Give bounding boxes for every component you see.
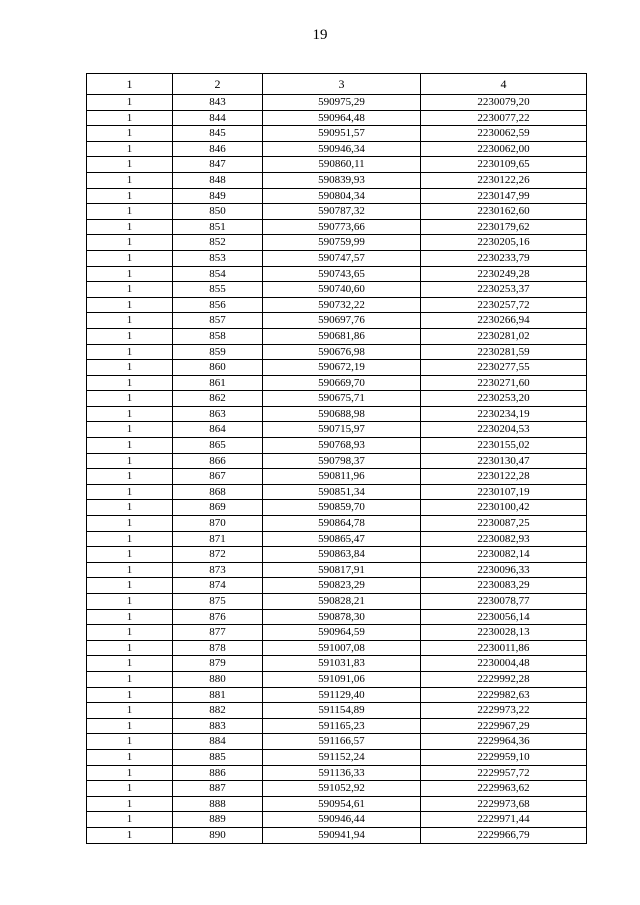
point-number-cell: 861 xyxy=(173,375,263,391)
table-row xyxy=(87,469,587,485)
table-row xyxy=(87,219,587,235)
y-coordinate-cell: 2229971,44 xyxy=(421,812,587,828)
y-coordinate-cell: 2230062,59 xyxy=(421,126,587,142)
table-row xyxy=(87,781,587,797)
table-row xyxy=(87,422,587,438)
x-coordinate-cell: 590759,99 xyxy=(263,235,421,251)
column-header-4: 4 xyxy=(421,74,587,95)
y-coordinate-cell: 2230281,59 xyxy=(421,344,587,360)
table-row xyxy=(87,266,587,282)
point-number-cell: 887 xyxy=(173,781,263,797)
x-coordinate-cell: 590676,98 xyxy=(263,344,421,360)
x-coordinate-cell: 591165,23 xyxy=(263,718,421,734)
x-coordinate-cell: 590823,29 xyxy=(263,578,421,594)
contour-number-cell: 1 xyxy=(87,812,173,828)
contour-number-cell: 1 xyxy=(87,609,173,625)
table-row xyxy=(87,235,587,251)
contour-number-cell: 1 xyxy=(87,328,173,344)
table-row xyxy=(87,671,587,687)
table-row xyxy=(87,625,587,641)
point-number-cell: 859 xyxy=(173,344,263,360)
x-coordinate-cell: 590740,60 xyxy=(263,282,421,298)
x-coordinate-cell: 590768,93 xyxy=(263,438,421,454)
table-row xyxy=(87,594,587,610)
table-row xyxy=(87,282,587,298)
y-coordinate-cell: 2229967,29 xyxy=(421,718,587,734)
table-row xyxy=(87,188,587,204)
contour-number-cell: 1 xyxy=(87,235,173,251)
x-coordinate-cell: 591136,33 xyxy=(263,765,421,781)
y-coordinate-cell: 2230077,22 xyxy=(421,110,587,126)
point-number-cell: 877 xyxy=(173,625,263,641)
point-number-cell: 844 xyxy=(173,110,263,126)
x-coordinate-cell: 590672,19 xyxy=(263,360,421,376)
contour-number-cell: 1 xyxy=(87,625,173,641)
x-coordinate-cell: 590954,61 xyxy=(263,796,421,812)
y-coordinate-cell: 2230277,55 xyxy=(421,360,587,376)
x-coordinate-cell: 590669,70 xyxy=(263,375,421,391)
point-number-cell: 880 xyxy=(173,671,263,687)
y-coordinate-cell: 2230083,29 xyxy=(421,578,587,594)
point-number-cell: 858 xyxy=(173,328,263,344)
contour-number-cell: 1 xyxy=(87,516,173,532)
point-number-cell: 890 xyxy=(173,827,263,843)
y-coordinate-cell: 2230100,42 xyxy=(421,500,587,516)
x-coordinate-cell: 590804,34 xyxy=(263,188,421,204)
table-row xyxy=(87,656,587,672)
point-number-cell: 855 xyxy=(173,282,263,298)
x-coordinate-cell: 591129,40 xyxy=(263,687,421,703)
x-coordinate-cell: 590859,70 xyxy=(263,500,421,516)
table-row xyxy=(87,391,587,407)
x-coordinate-cell: 590773,66 xyxy=(263,219,421,235)
x-coordinate-cell: 591166,57 xyxy=(263,734,421,750)
table-row xyxy=(87,141,587,157)
table-body xyxy=(87,95,587,844)
table-row xyxy=(87,126,587,142)
contour-number-cell: 1 xyxy=(87,687,173,703)
y-coordinate-cell: 2230179,62 xyxy=(421,219,587,235)
point-number-cell: 871 xyxy=(173,531,263,547)
x-coordinate-cell: 590787,32 xyxy=(263,204,421,220)
contour-number-cell: 1 xyxy=(87,360,173,376)
point-number-cell: 882 xyxy=(173,703,263,719)
point-number-cell: 856 xyxy=(173,297,263,313)
y-coordinate-cell: 2230204,53 xyxy=(421,422,587,438)
table-row xyxy=(87,328,587,344)
point-number-cell: 865 xyxy=(173,438,263,454)
column-header-1: 1 xyxy=(87,74,173,95)
x-coordinate-cell: 591154,89 xyxy=(263,703,421,719)
y-coordinate-cell: 2230130,47 xyxy=(421,453,587,469)
contour-number-cell: 1 xyxy=(87,204,173,220)
y-coordinate-cell: 2229973,22 xyxy=(421,703,587,719)
contour-number-cell: 1 xyxy=(87,391,173,407)
point-number-cell: 866 xyxy=(173,453,263,469)
x-coordinate-cell: 590811,96 xyxy=(263,469,421,485)
y-coordinate-cell: 2230234,19 xyxy=(421,406,587,422)
y-coordinate-cell: 2229973,68 xyxy=(421,796,587,812)
point-number-cell: 869 xyxy=(173,500,263,516)
y-coordinate-cell: 2230266,94 xyxy=(421,313,587,329)
table-header xyxy=(87,74,587,95)
y-coordinate-cell: 2230233,79 xyxy=(421,250,587,266)
contour-number-cell: 1 xyxy=(87,469,173,485)
contour-number-cell: 1 xyxy=(87,250,173,266)
table-row xyxy=(87,734,587,750)
y-coordinate-cell: 2230257,72 xyxy=(421,297,587,313)
table-row xyxy=(87,547,587,563)
x-coordinate-cell: 590732,22 xyxy=(263,297,421,313)
point-number-cell: 853 xyxy=(173,250,263,266)
table-row xyxy=(87,562,587,578)
table-row xyxy=(87,609,587,625)
x-coordinate-cell: 590864,78 xyxy=(263,516,421,532)
table-row xyxy=(87,827,587,843)
x-coordinate-cell: 590975,29 xyxy=(263,95,421,111)
contour-number-cell: 1 xyxy=(87,126,173,142)
y-coordinate-cell: 2230162,60 xyxy=(421,204,587,220)
y-coordinate-cell: 2230147,99 xyxy=(421,188,587,204)
table-row xyxy=(87,250,587,266)
point-number-cell: 848 xyxy=(173,172,263,188)
point-number-cell: 852 xyxy=(173,235,263,251)
point-number-cell: 862 xyxy=(173,391,263,407)
x-coordinate-cell: 591152,24 xyxy=(263,749,421,765)
x-coordinate-cell: 590747,57 xyxy=(263,250,421,266)
contour-number-cell: 1 xyxy=(87,718,173,734)
contour-number-cell: 1 xyxy=(87,188,173,204)
y-coordinate-cell: 2229957,72 xyxy=(421,765,587,781)
contour-number-cell: 1 xyxy=(87,500,173,516)
point-number-cell: 867 xyxy=(173,469,263,485)
point-number-cell: 873 xyxy=(173,562,263,578)
table-row xyxy=(87,313,587,329)
contour-number-cell: 1 xyxy=(87,406,173,422)
point-number-cell: 854 xyxy=(173,266,263,282)
y-coordinate-cell: 2230078,77 xyxy=(421,594,587,610)
y-coordinate-cell: 2229964,36 xyxy=(421,734,587,750)
y-coordinate-cell: 2230028,13 xyxy=(421,625,587,641)
x-coordinate-cell: 590851,34 xyxy=(263,484,421,500)
point-number-cell: 883 xyxy=(173,718,263,734)
contour-number-cell: 1 xyxy=(87,282,173,298)
contour-number-cell: 1 xyxy=(87,313,173,329)
contour-number-cell: 1 xyxy=(87,95,173,111)
x-coordinate-cell: 590697,76 xyxy=(263,313,421,329)
contour-number-cell: 1 xyxy=(87,297,173,313)
x-coordinate-cell: 590715,97 xyxy=(263,422,421,438)
y-coordinate-cell: 2230062,00 xyxy=(421,141,587,157)
table-row xyxy=(87,640,587,656)
table-row xyxy=(87,749,587,765)
table-row xyxy=(87,812,587,828)
coordinates-table xyxy=(86,73,587,844)
contour-number-cell: 1 xyxy=(87,765,173,781)
point-number-cell: 868 xyxy=(173,484,263,500)
contour-number-cell: 1 xyxy=(87,640,173,656)
column-header-3: 3 xyxy=(263,74,421,95)
y-coordinate-cell: 2230011,86 xyxy=(421,640,587,656)
point-number-cell: 889 xyxy=(173,812,263,828)
x-coordinate-cell: 590839,93 xyxy=(263,172,421,188)
contour-number-cell: 1 xyxy=(87,547,173,563)
table-row xyxy=(87,796,587,812)
table-row xyxy=(87,297,587,313)
table-row xyxy=(87,406,587,422)
x-coordinate-cell: 590951,57 xyxy=(263,126,421,142)
y-coordinate-cell: 2230082,93 xyxy=(421,531,587,547)
x-coordinate-cell: 590946,44 xyxy=(263,812,421,828)
y-coordinate-cell: 2230087,25 xyxy=(421,516,587,532)
x-coordinate-cell: 590941,94 xyxy=(263,827,421,843)
table-row xyxy=(87,500,587,516)
point-number-cell: 876 xyxy=(173,609,263,625)
point-number-cell: 846 xyxy=(173,141,263,157)
table-row xyxy=(87,687,587,703)
x-coordinate-cell: 590743,65 xyxy=(263,266,421,282)
y-coordinate-cell: 2230253,37 xyxy=(421,282,587,298)
point-number-cell: 845 xyxy=(173,126,263,142)
x-coordinate-cell: 590798,37 xyxy=(263,453,421,469)
point-number-cell: 860 xyxy=(173,360,263,376)
x-coordinate-cell: 590828,21 xyxy=(263,594,421,610)
y-coordinate-cell: 2230056,14 xyxy=(421,609,587,625)
y-coordinate-cell: 2229982,63 xyxy=(421,687,587,703)
y-coordinate-cell: 2230281,02 xyxy=(421,328,587,344)
table-row xyxy=(87,516,587,532)
table-row xyxy=(87,484,587,500)
y-coordinate-cell: 2230155,02 xyxy=(421,438,587,454)
point-number-cell: 857 xyxy=(173,313,263,329)
contour-number-cell: 1 xyxy=(87,157,173,173)
point-number-cell: 875 xyxy=(173,594,263,610)
table-row xyxy=(87,360,587,376)
contour-number-cell: 1 xyxy=(87,671,173,687)
table-row xyxy=(87,110,587,126)
x-coordinate-cell: 590865,47 xyxy=(263,531,421,547)
x-coordinate-cell: 590817,91 xyxy=(263,562,421,578)
point-number-cell: 884 xyxy=(173,734,263,750)
y-coordinate-cell: 2230082,14 xyxy=(421,547,587,563)
point-number-cell: 870 xyxy=(173,516,263,532)
y-coordinate-cell: 2229959,10 xyxy=(421,749,587,765)
y-coordinate-cell: 2229992,28 xyxy=(421,671,587,687)
point-number-cell: 878 xyxy=(173,640,263,656)
contour-number-cell: 1 xyxy=(87,484,173,500)
contour-number-cell: 1 xyxy=(87,734,173,750)
x-coordinate-cell: 590946,34 xyxy=(263,141,421,157)
contour-number-cell: 1 xyxy=(87,453,173,469)
table-row xyxy=(87,438,587,454)
point-number-cell: 874 xyxy=(173,578,263,594)
y-coordinate-cell: 2230004,48 xyxy=(421,656,587,672)
x-coordinate-cell: 591031,83 xyxy=(263,656,421,672)
y-coordinate-cell: 2230249,28 xyxy=(421,266,587,282)
x-coordinate-cell: 590863,84 xyxy=(263,547,421,563)
table-row xyxy=(87,703,587,719)
y-coordinate-cell: 2230122,28 xyxy=(421,469,587,485)
x-coordinate-cell: 590688,98 xyxy=(263,406,421,422)
x-coordinate-cell: 590964,48 xyxy=(263,110,421,126)
y-coordinate-cell: 2230107,19 xyxy=(421,484,587,500)
contour-number-cell: 1 xyxy=(87,141,173,157)
table-row xyxy=(87,578,587,594)
table-row xyxy=(87,172,587,188)
point-number-cell: 888 xyxy=(173,796,263,812)
table-row xyxy=(87,531,587,547)
contour-number-cell: 1 xyxy=(87,422,173,438)
y-coordinate-cell: 2230109,65 xyxy=(421,157,587,173)
table-row xyxy=(87,204,587,220)
point-number-cell: 851 xyxy=(173,219,263,235)
y-coordinate-cell: 2229966,79 xyxy=(421,827,587,843)
x-coordinate-cell: 590860,11 xyxy=(263,157,421,173)
x-coordinate-cell: 590681,86 xyxy=(263,328,421,344)
contour-number-cell: 1 xyxy=(87,749,173,765)
contour-number-cell: 1 xyxy=(87,703,173,719)
table-row xyxy=(87,344,587,360)
page-number: 19 xyxy=(312,27,328,43)
table-row xyxy=(87,375,587,391)
contour-number-cell: 1 xyxy=(87,110,173,126)
contour-number-cell: 1 xyxy=(87,594,173,610)
y-coordinate-cell: 2229963,62 xyxy=(421,781,587,797)
contour-number-cell: 1 xyxy=(87,375,173,391)
point-number-cell: 849 xyxy=(173,188,263,204)
contour-number-cell: 1 xyxy=(87,266,173,282)
point-number-cell: 881 xyxy=(173,687,263,703)
table-row xyxy=(87,157,587,173)
contour-number-cell: 1 xyxy=(87,344,173,360)
table-row xyxy=(87,718,587,734)
x-coordinate-cell: 590675,71 xyxy=(263,391,421,407)
y-coordinate-cell: 2230079,20 xyxy=(421,95,587,111)
contour-number-cell: 1 xyxy=(87,827,173,843)
y-coordinate-cell: 2230205,16 xyxy=(421,235,587,251)
point-number-cell: 872 xyxy=(173,547,263,563)
x-coordinate-cell: 590878,30 xyxy=(263,609,421,625)
point-number-cell: 886 xyxy=(173,765,263,781)
point-number-cell: 863 xyxy=(173,406,263,422)
y-coordinate-cell: 2230096,33 xyxy=(421,562,587,578)
point-number-cell: 864 xyxy=(173,422,263,438)
table-row xyxy=(87,765,587,781)
point-number-cell: 843 xyxy=(173,95,263,111)
contour-number-cell: 1 xyxy=(87,656,173,672)
point-number-cell: 847 xyxy=(173,157,263,173)
point-number-cell: 850 xyxy=(173,204,263,220)
contour-number-cell: 1 xyxy=(87,172,173,188)
contour-number-cell: 1 xyxy=(87,796,173,812)
table-row xyxy=(87,453,587,469)
header-row xyxy=(87,74,587,95)
x-coordinate-cell: 591091,06 xyxy=(263,671,421,687)
point-number-cell: 885 xyxy=(173,749,263,765)
y-coordinate-cell: 2230122,26 xyxy=(421,172,587,188)
contour-number-cell: 1 xyxy=(87,438,173,454)
x-coordinate-cell: 591052,92 xyxy=(263,781,421,797)
point-number-cell: 879 xyxy=(173,656,263,672)
x-coordinate-cell: 591007,08 xyxy=(263,640,421,656)
contour-number-cell: 1 xyxy=(87,219,173,235)
y-coordinate-cell: 2230253,20 xyxy=(421,391,587,407)
contour-number-cell: 1 xyxy=(87,562,173,578)
contour-number-cell: 1 xyxy=(87,578,173,594)
y-coordinate-cell: 2230271,60 xyxy=(421,375,587,391)
x-coordinate-cell: 590964,59 xyxy=(263,625,421,641)
table-row xyxy=(87,95,587,111)
column-header-2: 2 xyxy=(173,74,263,95)
contour-number-cell: 1 xyxy=(87,531,173,547)
contour-number-cell: 1 xyxy=(87,781,173,797)
